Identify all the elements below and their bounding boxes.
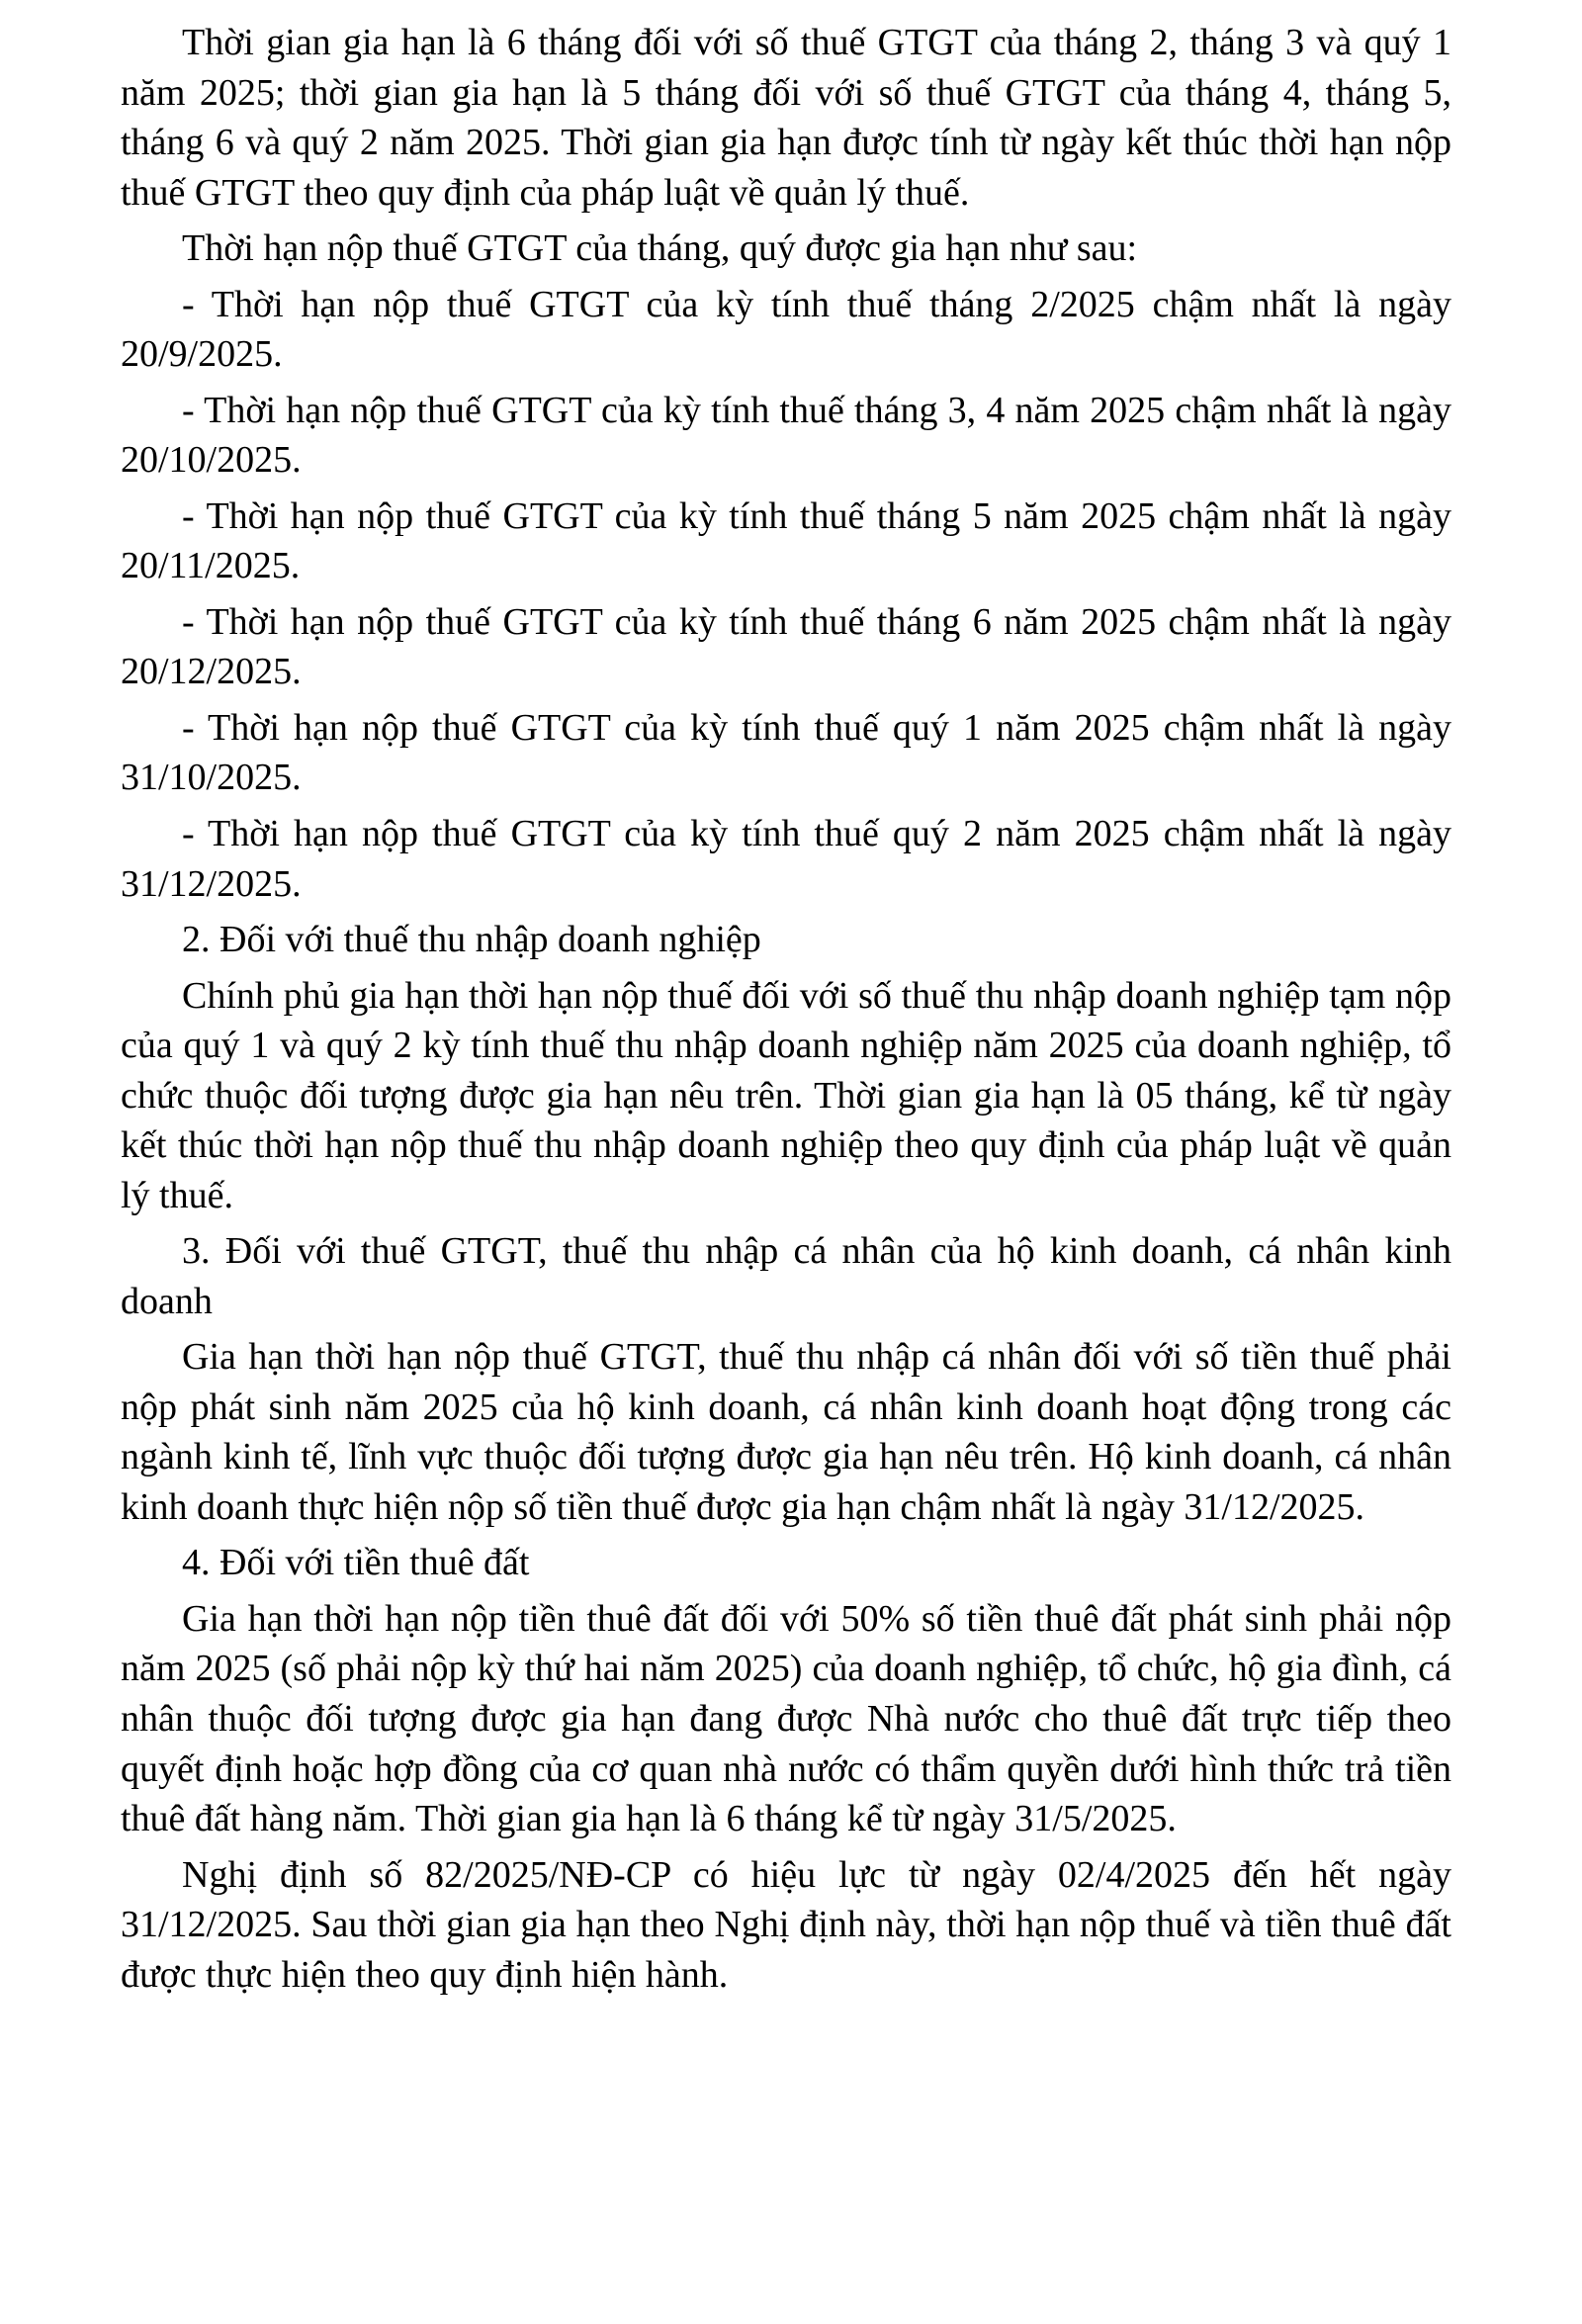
paragraph-deadline-intro: Thời hạn nộp thuế GTGT của tháng, quý được gia hạn như sau: [182, 227, 1138, 270]
paragraph-land-rent-body: Gia hạn thời hạn nộp tiền thuê đất đối với 50% số tiền thuê đất phát sinh phải nộp năm 2025 (số phải nộp kỳ thứ hai năm 2025) của doanh nghiệp, tổ chức, hộ gia đình, cá nhân thuộc đối tượng được gia hạn đang được Nhà nước cho thuê đất trực tiếp theo quyết định hoặc hợp đồng của cơ quan nhà nước có thẩm quyền dưới hình thức trả tiền thuê đất hàng năm. Thời gian gia hạn là 6 tháng kể từ ngày 31/5/2025. [121, 1597, 1451, 1840]
list-item-vat-month-2: - Thời hạn nộp thuế GTGT của kỳ tính thuế tháng 2/2025 chậm nhất là ngày 20/9/2025. [121, 283, 1451, 376]
list-item-vat-month-5: - Thời hạn nộp thuế GTGT của kỳ tính thuế tháng 5 năm 2025 chậm nhất là ngày 20/11/2025. [121, 494, 1451, 587]
list-item-vat-month-6: - Thời hạn nộp thuế GTGT của kỳ tính thuế tháng 6 năm 2025 chậm nhất là ngày 20/12/2025. [121, 600, 1451, 693]
section-heading-land-rent: 4. Đối với tiền thuê đất [182, 1542, 530, 1584]
list-item-vat-quarter-1: - Thời hạn nộp thuế GTGT của kỳ tính thuế quý 1 năm 2025 chậm nhất là ngày 31/10/2025. [121, 706, 1451, 799]
document-body [121, 18, 1451, 2000]
paragraph-household-business-body: Gia hạn thời hạn nộp thuế GTGT, thuế thu nhập cá nhân đối với số tiền thuế phải nộp phát sinh năm 2025 của hộ kinh doanh, cá nhân kinh doanh hoạt động trong các ngành kinh tế, lĩnh vực thuộc đối tượng được gia hạn nêu trên. Hộ kinh doanh, cá nhân kinh doanh thực hiện nộp số tiền thuế được gia hạn chậm nhất là ngày 31/12/2025. [121, 1336, 1451, 1528]
paragraph-extension-period: Thời gian gia hạn là 6 tháng đối với số thuế GTGT của tháng 2, tháng 3 và quý 1 năm 2025; thời gian gia hạn là 5 tháng đối với số thuế GTGT của tháng 4, tháng 5, tháng 6 và quý 2 năm 2025. Thời gian gia hạn được tính từ ngày kết thúc thời hạn nộp thuế GTGT theo quy định của pháp luật về quản lý thuế. [121, 22, 1451, 214]
list-item-vat-quarter-2: - Thời hạn nộp thuế GTGT của kỳ tính thuế quý 2 năm 2025 chậm nhất là ngày 31/12/2025. [121, 812, 1451, 905]
paragraph-corporate-income-tax-body: Chính phủ gia hạn thời hạn nộp thuế đối với số thuế thu nhập doanh nghiệp tạm nộp của quý 1 và quý 2 kỳ tính thuế thu nhập doanh nghiệp năm 2025 của doanh nghiệp, tổ chức thuộc đối tượng được gia hạn nêu trên. Thời gian gia hạn là 05 tháng, kể từ ngày kết thúc thời hạn nộp thuế thu nhập doanh nghiệp theo quy định của pháp luật về quản lý thuế. [121, 974, 1451, 1216]
paragraph-decree-effective-date: Nghị định số 82/2025/NĐ-CP có hiệu lực từ ngày 02/4/2025 đến hết ngày 31/12/2025. Sau thời gian gia hạn theo Nghị định này, thời hạn nộp thuế và tiền thuê đất được thực hiện theo quy định hiện hành. [121, 1853, 1451, 1996]
section-heading-household-business: 3. Đối với thuế GTGT, thuế thu nhập cá nhân của hộ kinh doanh, cá nhân kinh doanh [121, 1230, 1451, 1322]
section-heading-corporate-income-tax: 2. Đối với thuế thu nhập doanh nghiệp [182, 919, 761, 961]
list-item-vat-month-3-4: - Thời hạn nộp thuế GTGT của kỳ tính thuế tháng 3, 4 năm 2025 chậm nhất là ngày 20/10/2025. [121, 389, 1451, 482]
